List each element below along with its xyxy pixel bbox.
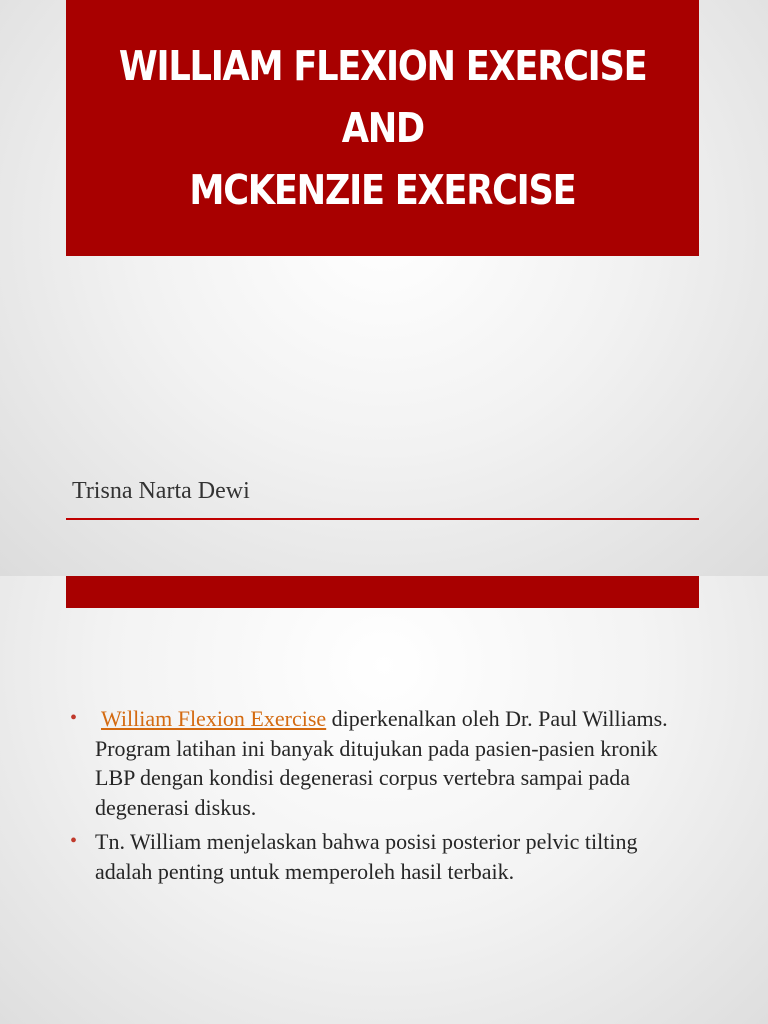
- title-line-2: AND: [341, 104, 424, 152]
- title-line-1: WILLIAM FLEXION EXERCISE: [118, 42, 647, 90]
- bullet-item: [70, 704, 680, 822]
- author-divider: [66, 518, 699, 520]
- author-name: Trisna Narta Dewi: [72, 478, 250, 504]
- bullet-list: [70, 704, 680, 891]
- header-bar: [66, 576, 699, 608]
- title-line-3: MCKENZIE EXERCISE: [189, 166, 576, 214]
- william-flexion-link[interactable]: William Flexion Exercise: [101, 706, 327, 731]
- bullet-dot-icon: •: [70, 707, 78, 729]
- bullet-dot-icon: •: [70, 830, 78, 852]
- title-box: [66, 0, 699, 256]
- bullet-text: Tn. William menjelaskan bahwa posisi posterior pelvic tilting adalah penting untuk memperoleh hasil terbaik.: [95, 829, 638, 884]
- slide-content: [0, 576, 768, 1024]
- bullet-item: [70, 827, 680, 886]
- bullet-text: diperkenalkan oleh Dr. Paul Williams. Program latihan ini banyak ditujukan pada pasien-pasien kronik LBP dengan kondisi degenerasi corpus vertebra sampai pada degenerasi diskus.: [95, 706, 668, 820]
